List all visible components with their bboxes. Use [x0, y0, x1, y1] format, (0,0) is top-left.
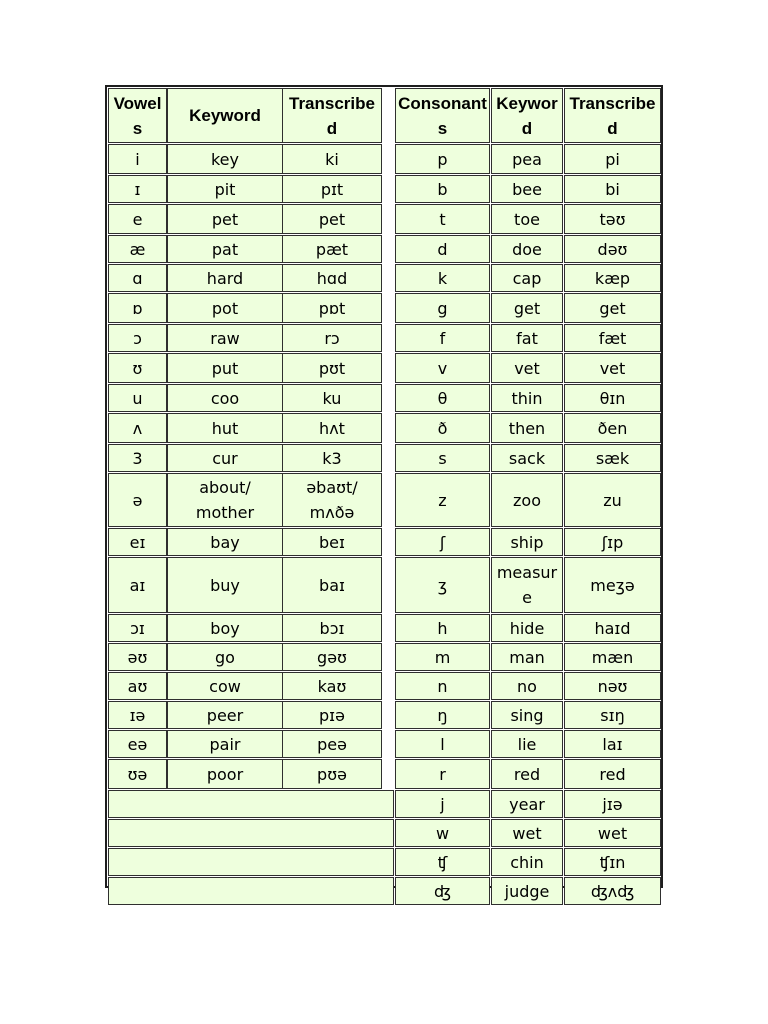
vowel-keyword: poor: [167, 759, 283, 789]
consonant-keyword: cap: [491, 264, 563, 292]
vowel-symbol: ʊ: [108, 353, 167, 383]
consonant-transcription: meʒə: [564, 557, 661, 613]
consonant-symbol: j: [395, 790, 490, 818]
consonant-transcription: ʃɪp: [564, 528, 661, 556]
vowel-keyword: hut: [167, 413, 283, 443]
vowel-keyword: pit: [167, 175, 283, 203]
consonant-symbol: ʤ: [395, 877, 490, 905]
consonant-transcription: ʤʌʤ: [564, 877, 661, 905]
consonant-symbol: l: [395, 730, 490, 758]
vowel-transcription: rɔ: [282, 324, 382, 352]
consonant-keyword: hide: [491, 614, 563, 642]
consonant-symbol: p: [395, 144, 490, 174]
consonant-keyword: bee: [491, 175, 563, 203]
vowel-symbol: aɪ: [108, 557, 167, 613]
consonant-transcription: laɪ: [564, 730, 661, 758]
vowel-symbol: ɑ: [108, 264, 167, 292]
consonant-symbol: b: [395, 175, 490, 203]
consonant-keyword: year: [491, 790, 563, 818]
consonant-symbol: ŋ: [395, 701, 490, 729]
consonant-keyword: get: [491, 293, 563, 323]
consonant-transcription: təʊ: [564, 204, 661, 234]
consonant-transcription: ʧɪn: [564, 848, 661, 876]
vowel-transcription: pɪə: [282, 701, 382, 729]
ipa-table: [105, 85, 663, 901]
vowel-keyword: buy: [167, 557, 283, 613]
vowel-transcribed-header: Transcribe d: [282, 88, 382, 143]
consonant-symbol: f: [395, 324, 490, 352]
vowel-symbol: ɪ: [108, 175, 167, 203]
consonant-keyword: red: [491, 759, 563, 789]
vowel-symbol: eɪ: [108, 528, 167, 556]
consonant-transcription: haɪd: [564, 614, 661, 642]
consonant-keyword: pea: [491, 144, 563, 174]
consonant-transcription: pi: [564, 144, 661, 174]
consonant-symbol: k: [395, 264, 490, 292]
empty-vowel-cell: [108, 877, 394, 905]
consonant-transcription: nəʊ: [564, 672, 661, 700]
consonant-symbol: r: [395, 759, 490, 789]
consonant-symbol: d: [395, 235, 490, 263]
consonant-transcription: θɪn: [564, 384, 661, 412]
consonant-keyword: thin: [491, 384, 563, 412]
vowel-keyword: pet: [167, 204, 283, 234]
consonant-symbol: ð: [395, 413, 490, 443]
consonant-transcription: sɪŋ: [564, 701, 661, 729]
vowel-transcription: gəʊ: [282, 643, 382, 671]
consonants-header: Consonant s: [395, 88, 490, 143]
vowel-symbol: 3: [108, 444, 167, 472]
consonant-keyword: toe: [491, 204, 563, 234]
vowels-header: Vowel s: [108, 88, 167, 143]
consonant-transcription: zu: [564, 473, 661, 527]
consonant-symbol: z: [395, 473, 490, 527]
vowel-transcription: əbaʊt/ mʌðə: [282, 473, 382, 527]
consonant-symbol: v: [395, 353, 490, 383]
consonant-transcription: bi: [564, 175, 661, 203]
vowel-keyword: boy: [167, 614, 283, 642]
vowel-symbol: əʊ: [108, 643, 167, 671]
vowel-transcription: pʊə: [282, 759, 382, 789]
consonant-keyword: lie: [491, 730, 563, 758]
consonant-transcription: dəʊ: [564, 235, 661, 263]
consonant-keyword: chin: [491, 848, 563, 876]
consonant-symbol: ʒ: [395, 557, 490, 613]
consonant-transcription: kæp: [564, 264, 661, 292]
vowel-keyword: pat: [167, 235, 283, 263]
vowel-keyword: put: [167, 353, 283, 383]
vowel-keyword: raw: [167, 324, 283, 352]
empty-vowel-cell: [108, 790, 394, 818]
vowel-keyword: key: [167, 144, 283, 174]
vowel-transcription: pɪt: [282, 175, 382, 203]
vowel-symbol: ɒ: [108, 293, 167, 323]
consonant-keyword: vet: [491, 353, 563, 383]
vowel-symbol: ə: [108, 473, 167, 527]
consonant-symbol: m: [395, 643, 490, 671]
vowel-symbol: i: [108, 144, 167, 174]
empty-vowel-cell: [108, 848, 394, 876]
vowel-keyword: pair: [167, 730, 283, 758]
vowel-keyword: about/ mother: [167, 473, 283, 527]
consonant-keyword: fat: [491, 324, 563, 352]
consonant-keyword: judge: [491, 877, 563, 905]
consonant-transcription: sæk: [564, 444, 661, 472]
vowel-keyword: cur: [167, 444, 283, 472]
vowel-symbol: ʌ: [108, 413, 167, 443]
vowel-transcription: ku: [282, 384, 382, 412]
vowel-transcription: hʌt: [282, 413, 382, 443]
vowel-transcription: pɒt: [282, 293, 382, 323]
vowel-symbol: e: [108, 204, 167, 234]
vowel-keyword: coo: [167, 384, 283, 412]
vowel-symbol: eə: [108, 730, 167, 758]
consonant-transcription: get: [564, 293, 661, 323]
vowel-symbol: aʊ: [108, 672, 167, 700]
vowel-transcription: pæt: [282, 235, 382, 263]
vowel-symbol: ɔɪ: [108, 614, 167, 642]
consonant-transcription: ðen: [564, 413, 661, 443]
vowel-symbol: ʊə: [108, 759, 167, 789]
vowel-transcription: pʊt: [282, 353, 382, 383]
vowel-symbol: ɪə: [108, 701, 167, 729]
consonant-symbol: w: [395, 819, 490, 847]
consonant-keyword: zoo: [491, 473, 563, 527]
vowel-symbol: æ: [108, 235, 167, 263]
empty-vowel-cell: [108, 819, 394, 847]
consonant-transcription: mæn: [564, 643, 661, 671]
vowel-transcription: hɑd: [282, 264, 382, 292]
consonant-keyword: then: [491, 413, 563, 443]
consonant-symbol: n: [395, 672, 490, 700]
consonant-keyword: no: [491, 672, 563, 700]
consonant-keyword: wet: [491, 819, 563, 847]
consonant-keyword: measur e: [491, 557, 563, 613]
vowel-symbol: ɔ: [108, 324, 167, 352]
vowel-transcription: peə: [282, 730, 382, 758]
consonant-symbol: ʃ: [395, 528, 490, 556]
consonant-symbol: t: [395, 204, 490, 234]
vowel-keyword-header: Keyword: [167, 88, 283, 143]
consonant-symbol: ʧ: [395, 848, 490, 876]
vowel-transcription: ki: [282, 144, 382, 174]
vowel-transcription: beɪ: [282, 528, 382, 556]
vowel-keyword: peer: [167, 701, 283, 729]
vowel-keyword: go: [167, 643, 283, 671]
vowel-keyword: pot: [167, 293, 283, 323]
consonant-transcribed-header: Transcribe d: [564, 88, 661, 143]
vowel-transcription: k3: [282, 444, 382, 472]
consonant-keyword: man: [491, 643, 563, 671]
consonant-keyword: doe: [491, 235, 563, 263]
consonant-transcription: wet: [564, 819, 661, 847]
vowel-keyword: bay: [167, 528, 283, 556]
consonant-keyword: sack: [491, 444, 563, 472]
vowel-transcription: baɪ: [282, 557, 382, 613]
consonant-transcription: jɪə: [564, 790, 661, 818]
vowel-symbol: u: [108, 384, 167, 412]
vowel-keyword: hard: [167, 264, 283, 292]
consonant-symbol: g: [395, 293, 490, 323]
consonant-symbol: h: [395, 614, 490, 642]
vowel-keyword: cow: [167, 672, 283, 700]
consonant-symbol: s: [395, 444, 490, 472]
consonant-keyword-header: Keywor d: [491, 88, 563, 143]
consonant-transcription: red: [564, 759, 661, 789]
consonant-transcription: fæt: [564, 324, 661, 352]
consonant-keyword: ship: [491, 528, 563, 556]
vowel-transcription: pet: [282, 204, 382, 234]
consonant-keyword: sing: [491, 701, 563, 729]
consonant-transcription: vet: [564, 353, 661, 383]
vowel-transcription: kaʊ: [282, 672, 382, 700]
vowel-transcription: bɔɪ: [282, 614, 382, 642]
consonant-symbol: θ: [395, 384, 490, 412]
